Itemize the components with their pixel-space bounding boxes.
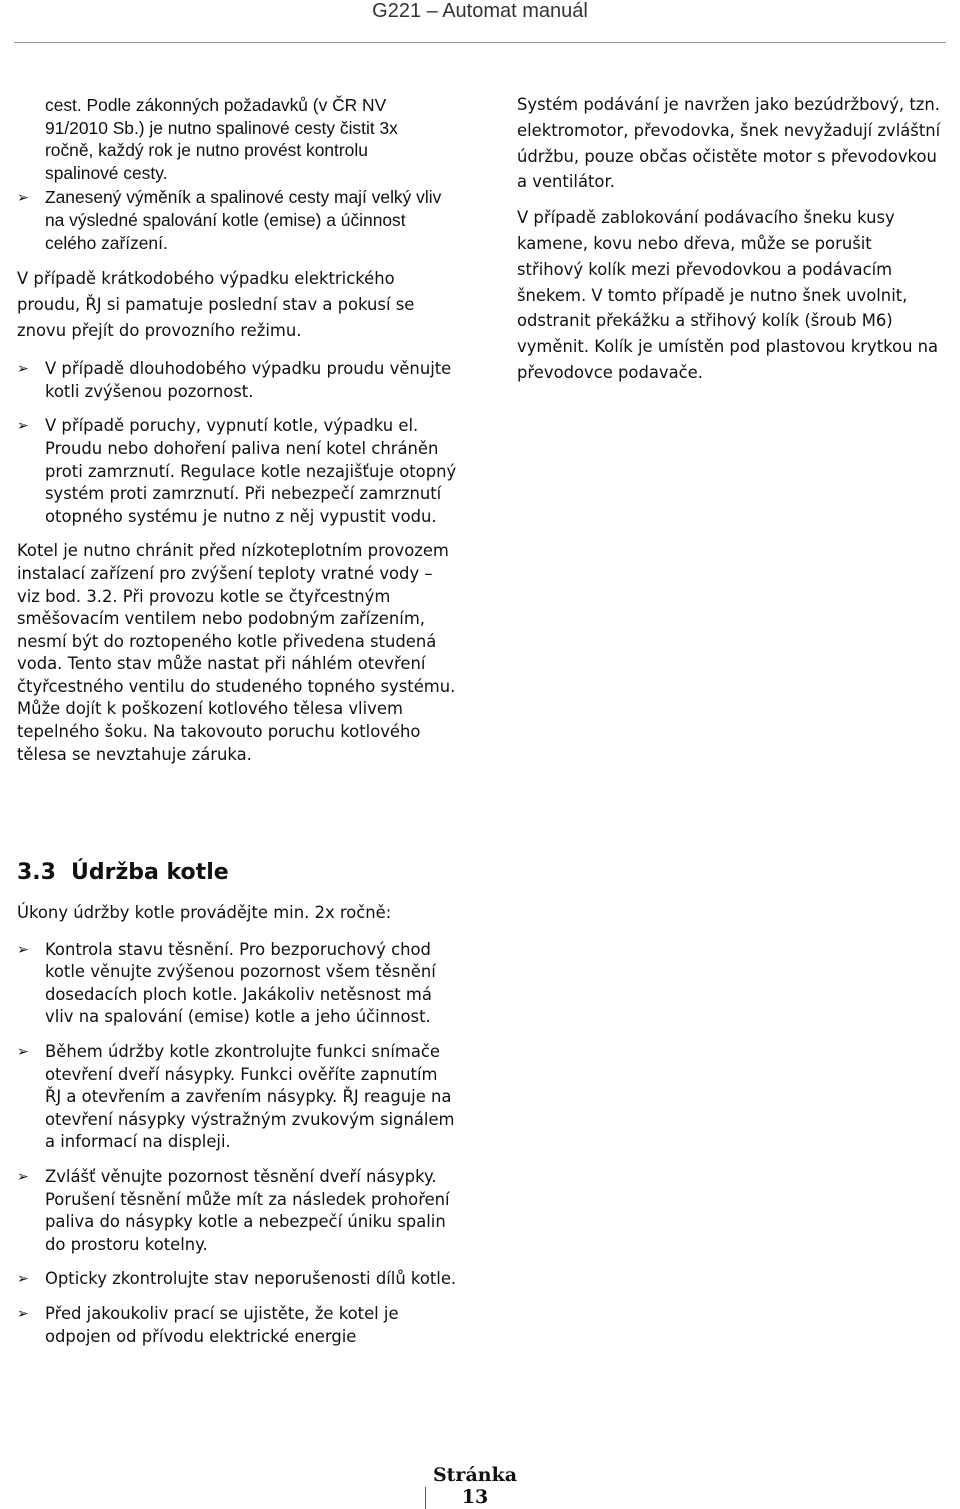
arrow-bullet-icon: ➢ — [17, 361, 29, 378]
paragraph: V případě zablokování podávacího šneku kusy kamene, kovu nebo dřeva, může se porušit střihový kolík mezi převodovkou a podávacím šnekem. V tomto případě je nutno šnek uvolnit, odstranit překážku a střihový kolík (šroub M6) vyměnit. Kolík je umístěn pod plastovou krytkou na převodovce podavače. — [517, 208, 939, 382]
bullet-item — [17, 415, 457, 528]
maintenance-item — [17, 939, 457, 1029]
bullet-text: V případě poruchy, vypnutí kotle, výpadku el. Proudu nebo dohoření paliva není kotel chráněn proti zamrznutí. Regulace kotle nezajišťuje otopný systém proti zamrznutí. Při nebezpečí zamrznutí otopného systému je nutno z něj vypustit vodu. — [45, 416, 457, 526]
arrow-bullet-icon: ➢ — [17, 1305, 29, 1322]
continued-paragraph — [17, 94, 457, 184]
maintenance-item — [17, 1268, 457, 1291]
text-line: ročně, každý rok je nutno provést kontrolu — [45, 140, 368, 161]
page-label: Stránka — [432, 1464, 518, 1486]
bullet-text: Opticky zkontrolujte stav neporušenosti dílů kotle. — [45, 1269, 457, 1289]
bullet-item — [17, 358, 457, 403]
footer-divider — [425, 1487, 426, 1509]
section-heading — [17, 858, 457, 888]
arrow-bullet-icon: ➢ — [17, 1168, 29, 1185]
bullet-text: Během údržby kotle zkontrolujte funkci snímače otevření dveří násypky. Funkci ověříte zapnutím ŘJ a otevřením a zavřením násypky. ŘJ reaguje na otevření násypky výstražným zvukovým signálem a informací na displeji. — [45, 1041, 455, 1152]
arrow-bullet-icon: ➢ — [17, 418, 29, 435]
bullet-text: Zvlášť věnujte pozornost těsnění dveří násypky. Porušení těsnění může mít za následek prohoření paliva do násypky kotle a nebezpečí úniku spalin do prostoru kotelny. — [45, 1166, 450, 1254]
text-line: 91/2010 Sb.) je nutno spalinové cesty čistit 3x — [45, 117, 398, 138]
section-intro: Úkony údržby kotle provádějte min. 2x ročně: — [17, 903, 392, 922]
arrow-bullet-icon: ➢ — [17, 941, 29, 958]
maintenance-section — [17, 858, 457, 1360]
bullet-text: Před jakoukoliv prací se ujistěte, že kotel je odpojen od přívodu elektrické energie — [45, 1303, 399, 1346]
arrow-bullet-icon: ➢ — [17, 189, 29, 206]
page-header — [0, 0, 960, 34]
paragraph: V případě krátkodobého výpadku elektrického proudu, ŘJ si pamatuje poslední stav a pokusí se znovu přejít do provozního režimu. — [17, 269, 415, 341]
left-column — [17, 94, 457, 780]
paragraph: Kotel je nutno chránit před nízkoteplotním provozem instalací zařízení pro zvýšení teploty vratné vody – viz bod. 3.2. Při provozu kotle se čtyřcestným směšovacím ventilem nebo podobným zařízením, nesmí být do roztopeného kotle přivedena studená voda. Tento stav může nastat při náhlém otevření čtyřcestného ventilu do studeného topného systému. Může dojít k poškození kotlového tělesa vlivem tepelného šoku. Na takovouto poruchu kotlového tělesa se nevztahuje záruka. — [17, 541, 456, 764]
page-footer — [420, 1464, 530, 1508]
maintenance-item — [17, 1041, 457, 1154]
bullet-text: Zanesený výměník a spalinové cesty mají velký vliv na výsledné spalování kotle (emise) a účinnost celého zařízení. — [45, 187, 442, 253]
text-line: cest. Podle zákonných požadavků (v ČR NV — [45, 95, 387, 115]
header-divider — [14, 42, 946, 43]
bullet-text: V případě dlouhodobého výpadku proudu věnujte kotli zvýšenou pozornost. — [45, 359, 452, 401]
page-number: 13 — [461, 1486, 489, 1508]
section-title: Údržba kotle — [71, 860, 229, 885]
maintenance-item — [17, 1166, 457, 1256]
text-line: spalinové cesty. — [45, 162, 168, 183]
section-number: 3.3 — [17, 860, 56, 885]
document-title: G221 – Automat manuál — [372, 0, 588, 22]
right-column — [517, 92, 942, 396]
arrow-bullet-icon: ➢ — [17, 1043, 29, 1060]
maintenance-item — [17, 1303, 457, 1348]
bullet-text: Kontrola stavu těsnění. Pro bezporuchový chod kotle věnujte zvýšenou pozornost všem těsnění dosedacích ploch kotle. Jakákoliv netěsnost má vliv na spalování (emise) kotle a jeho účinnost. — [45, 939, 436, 1027]
paragraph: Systém podávání je navržen jako bezúdržbový, tzn. elektromotor, převodovka, šnek nevyžadují zvláštní údržbu, pouze občas očistěte motor s převodovkou a ventilátor. — [517, 95, 941, 192]
bullet-item — [17, 186, 457, 254]
arrow-bullet-icon: ➢ — [17, 1271, 29, 1288]
